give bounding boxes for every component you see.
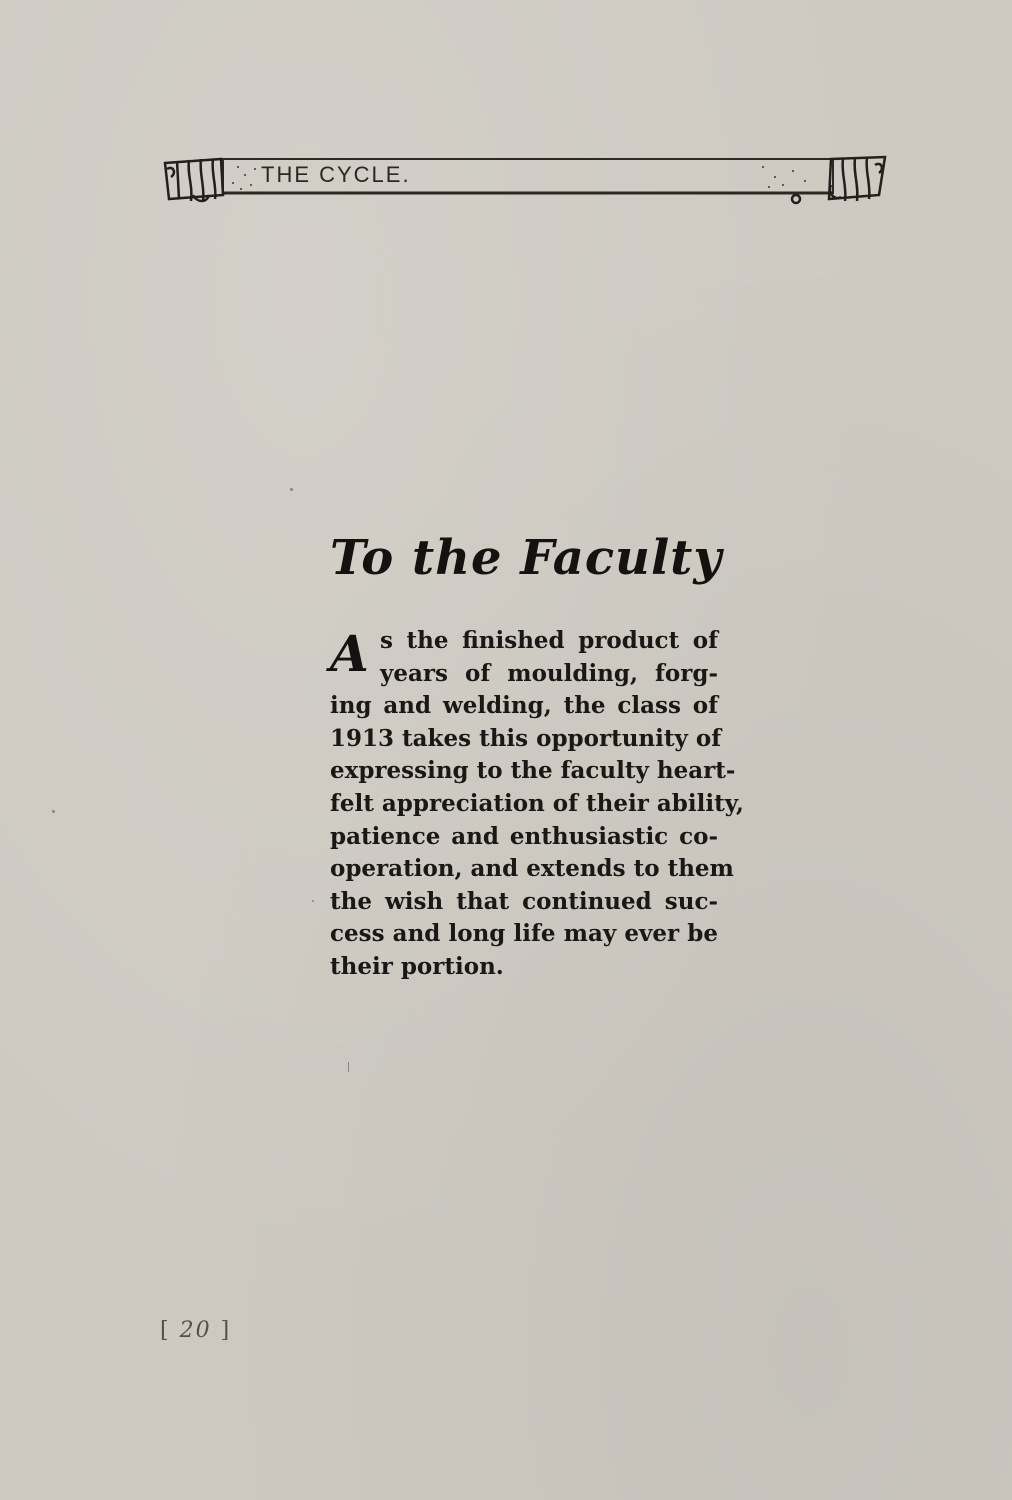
dedication-line: 1913 takes this opportunity of	[330, 724, 722, 752]
running-head-title: THE CYCLE.	[261, 162, 411, 187]
dedication-line: operation, and extends to them	[330, 855, 734, 883]
paper-speck	[52, 810, 55, 813]
drop-cap: A	[330, 624, 369, 683]
folio-open-bracket: [	[160, 1318, 171, 1343]
dedication-line: years of moulding, forg-	[380, 659, 718, 687]
paper-speck	[312, 900, 314, 902]
paper-speck	[290, 488, 293, 491]
dedication-line: patience and enthusiastic co-	[330, 822, 718, 850]
paper-speck	[348, 1062, 349, 1072]
dedication-line: cess and long life may ever be	[330, 920, 718, 948]
dedication-line: felt appreciation of their ability,	[330, 789, 744, 817]
folio-close-bracket: ]	[220, 1318, 232, 1343]
dedication-line: expressing to the faculty heart-	[330, 757, 736, 785]
folio-number: 20	[179, 1318, 212, 1343]
page-title: To the Faculty	[330, 530, 723, 586]
page-number	[160, 1318, 231, 1343]
dedication-line: s the finished product of	[380, 627, 718, 654]
dedication-line: ing and welding, the class of	[330, 692, 718, 720]
dedication-paragraph	[330, 624, 744, 984]
dedication-line: the wish that continued suc-	[330, 887, 718, 915]
dedication-line: their portion.	[330, 952, 504, 980]
